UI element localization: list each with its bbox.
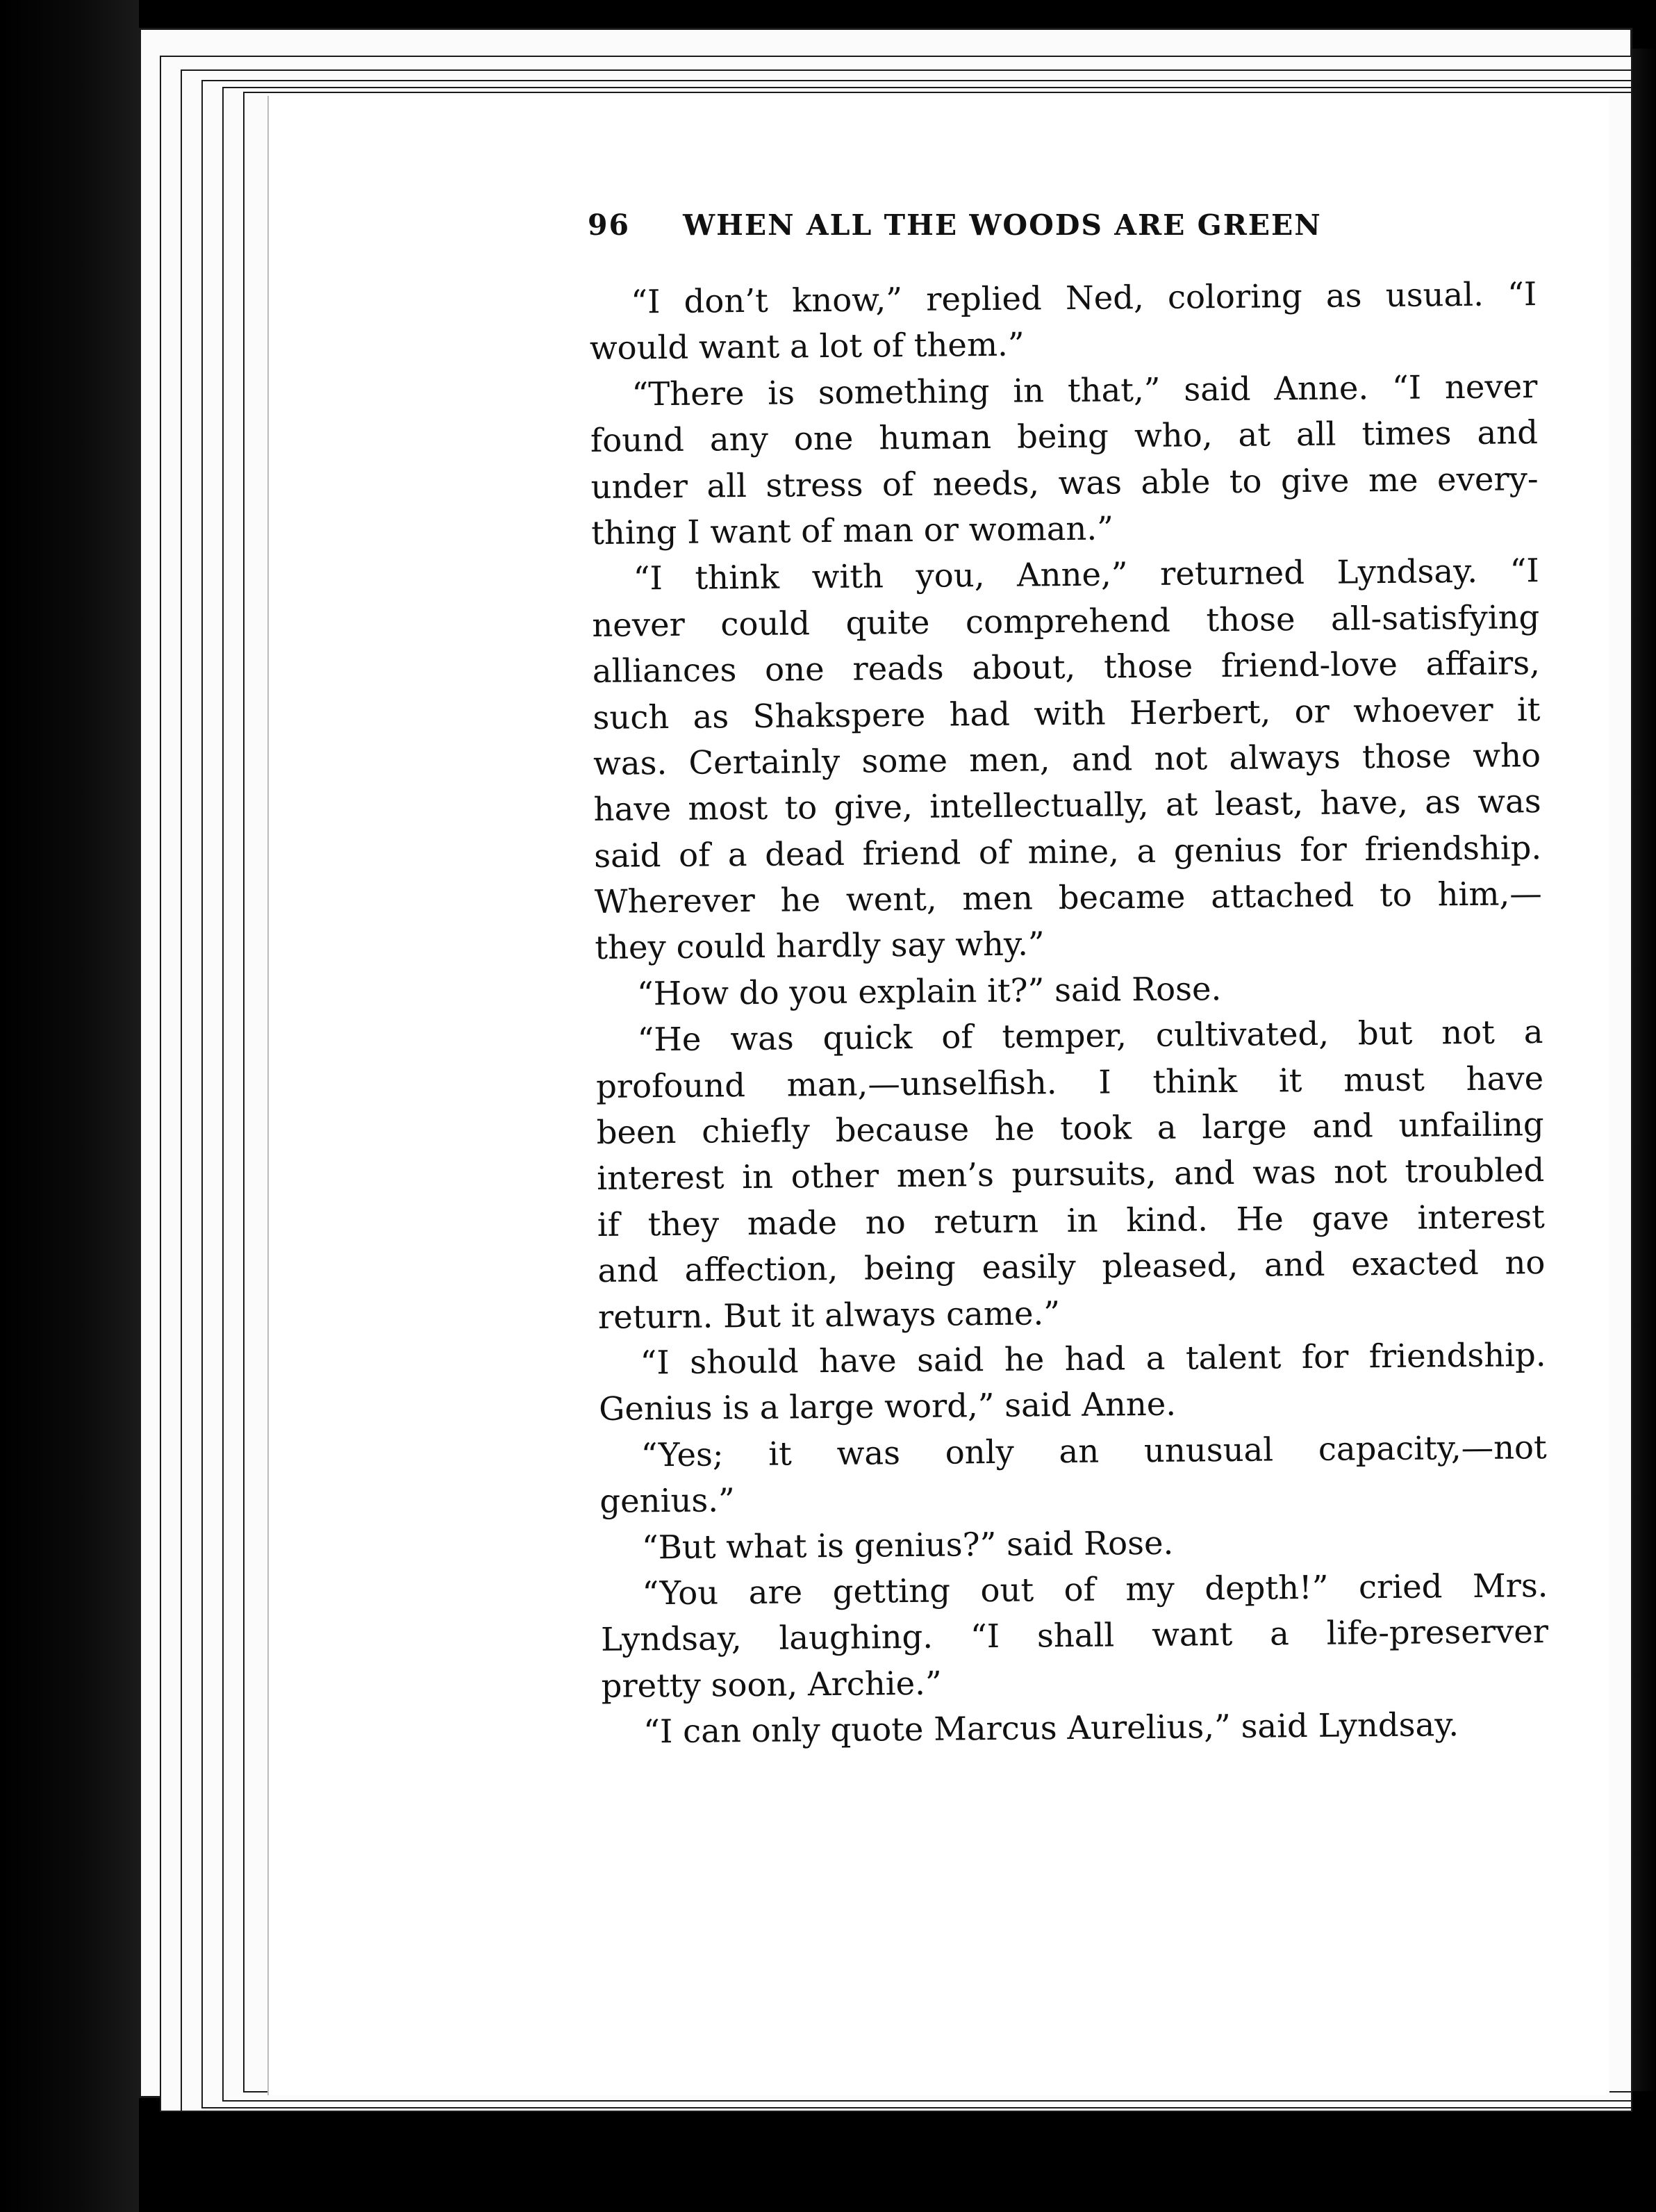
running-title: WHEN ALL THE WOODS ARE GREEN	[683, 208, 1322, 242]
text-line: “I should have said he had a talent for friendship.	[640, 1336, 1546, 1382]
book-binding	[0, 0, 146, 2212]
text-line: alliances one reads about, those friend-love affairs,	[592, 644, 1541, 691]
text-line: “He was quick of temper, cultivated, but not a	[637, 1013, 1543, 1059]
text-line: “I think with you, Anne,” returned Lyndsay. “I	[633, 552, 1539, 597]
text-line: said of a dead friend of mine, a genius for friendship.	[594, 828, 1542, 875]
text-line: “I don’t know,” replied Ned, coloring as usual. “I	[631, 275, 1537, 321]
page-number: 96	[588, 208, 631, 242]
body-text	[589, 271, 1549, 1755]
text-line: interest in other men’s pursuits, and was not troubled	[597, 1151, 1545, 1198]
text-line: found any one human being who, at all times and	[590, 413, 1539, 460]
text-line: “But what is genius?” said Rose.	[641, 1524, 1174, 1566]
running-header	[588, 208, 1373, 250]
text-line: such as Shakspere had with Herbert, or whoever it	[593, 690, 1541, 736]
text-line: “There is something in that,” said Anne. “I never	[631, 367, 1538, 413]
text-line: “You are getting out of my depth!” cried Mrs.	[642, 1566, 1548, 1612]
text-line: Wherever he went, men became attached to him,—	[594, 875, 1543, 921]
text-line: “How do you explain it?” said Rose.	[636, 969, 1222, 1013]
text-line: profound man,—unselfish. I think it must have	[595, 1059, 1544, 1105]
text-line: pretty soon, Archie.”	[601, 1664, 942, 1705]
text-line: Genius is a large word,” said Anne.	[598, 1385, 1177, 1428]
text-line: been chiefly because he took a large and unfailing	[596, 1105, 1544, 1151]
text-line: they could hardly say why.”	[595, 925, 1045, 967]
text-line: genius.”	[599, 1481, 736, 1521]
text-line: have most to give, intellectually, at least, have, as was	[593, 782, 1541, 829]
text-line: Lyndsay, laughing. “I shall want a life-preserver	[600, 1612, 1549, 1659]
text-line: and affection, being easily pleased, and exacted no	[597, 1244, 1546, 1290]
text-line: “Yes; it was only an unusual capacity,—not	[640, 1428, 1547, 1474]
text-line: thing I want of man or woman.”	[590, 509, 1114, 552]
text-line: “I can only quote Marcus Aurelius,” said Lyndsay.	[643, 1706, 1459, 1751]
text-line: never could quite comprehend those all-satisfying	[592, 597, 1540, 644]
text-line: was. Certainly some men, and not always those who	[593, 736, 1541, 782]
text-line: if they made no return in kind. He gave interest	[597, 1197, 1546, 1244]
text-line: under all stress of needs, was able to give me every-	[590, 459, 1539, 506]
text-line: would want a lot of them.”	[589, 325, 1025, 368]
text-line: return. But it always came.”	[597, 1294, 1061, 1336]
